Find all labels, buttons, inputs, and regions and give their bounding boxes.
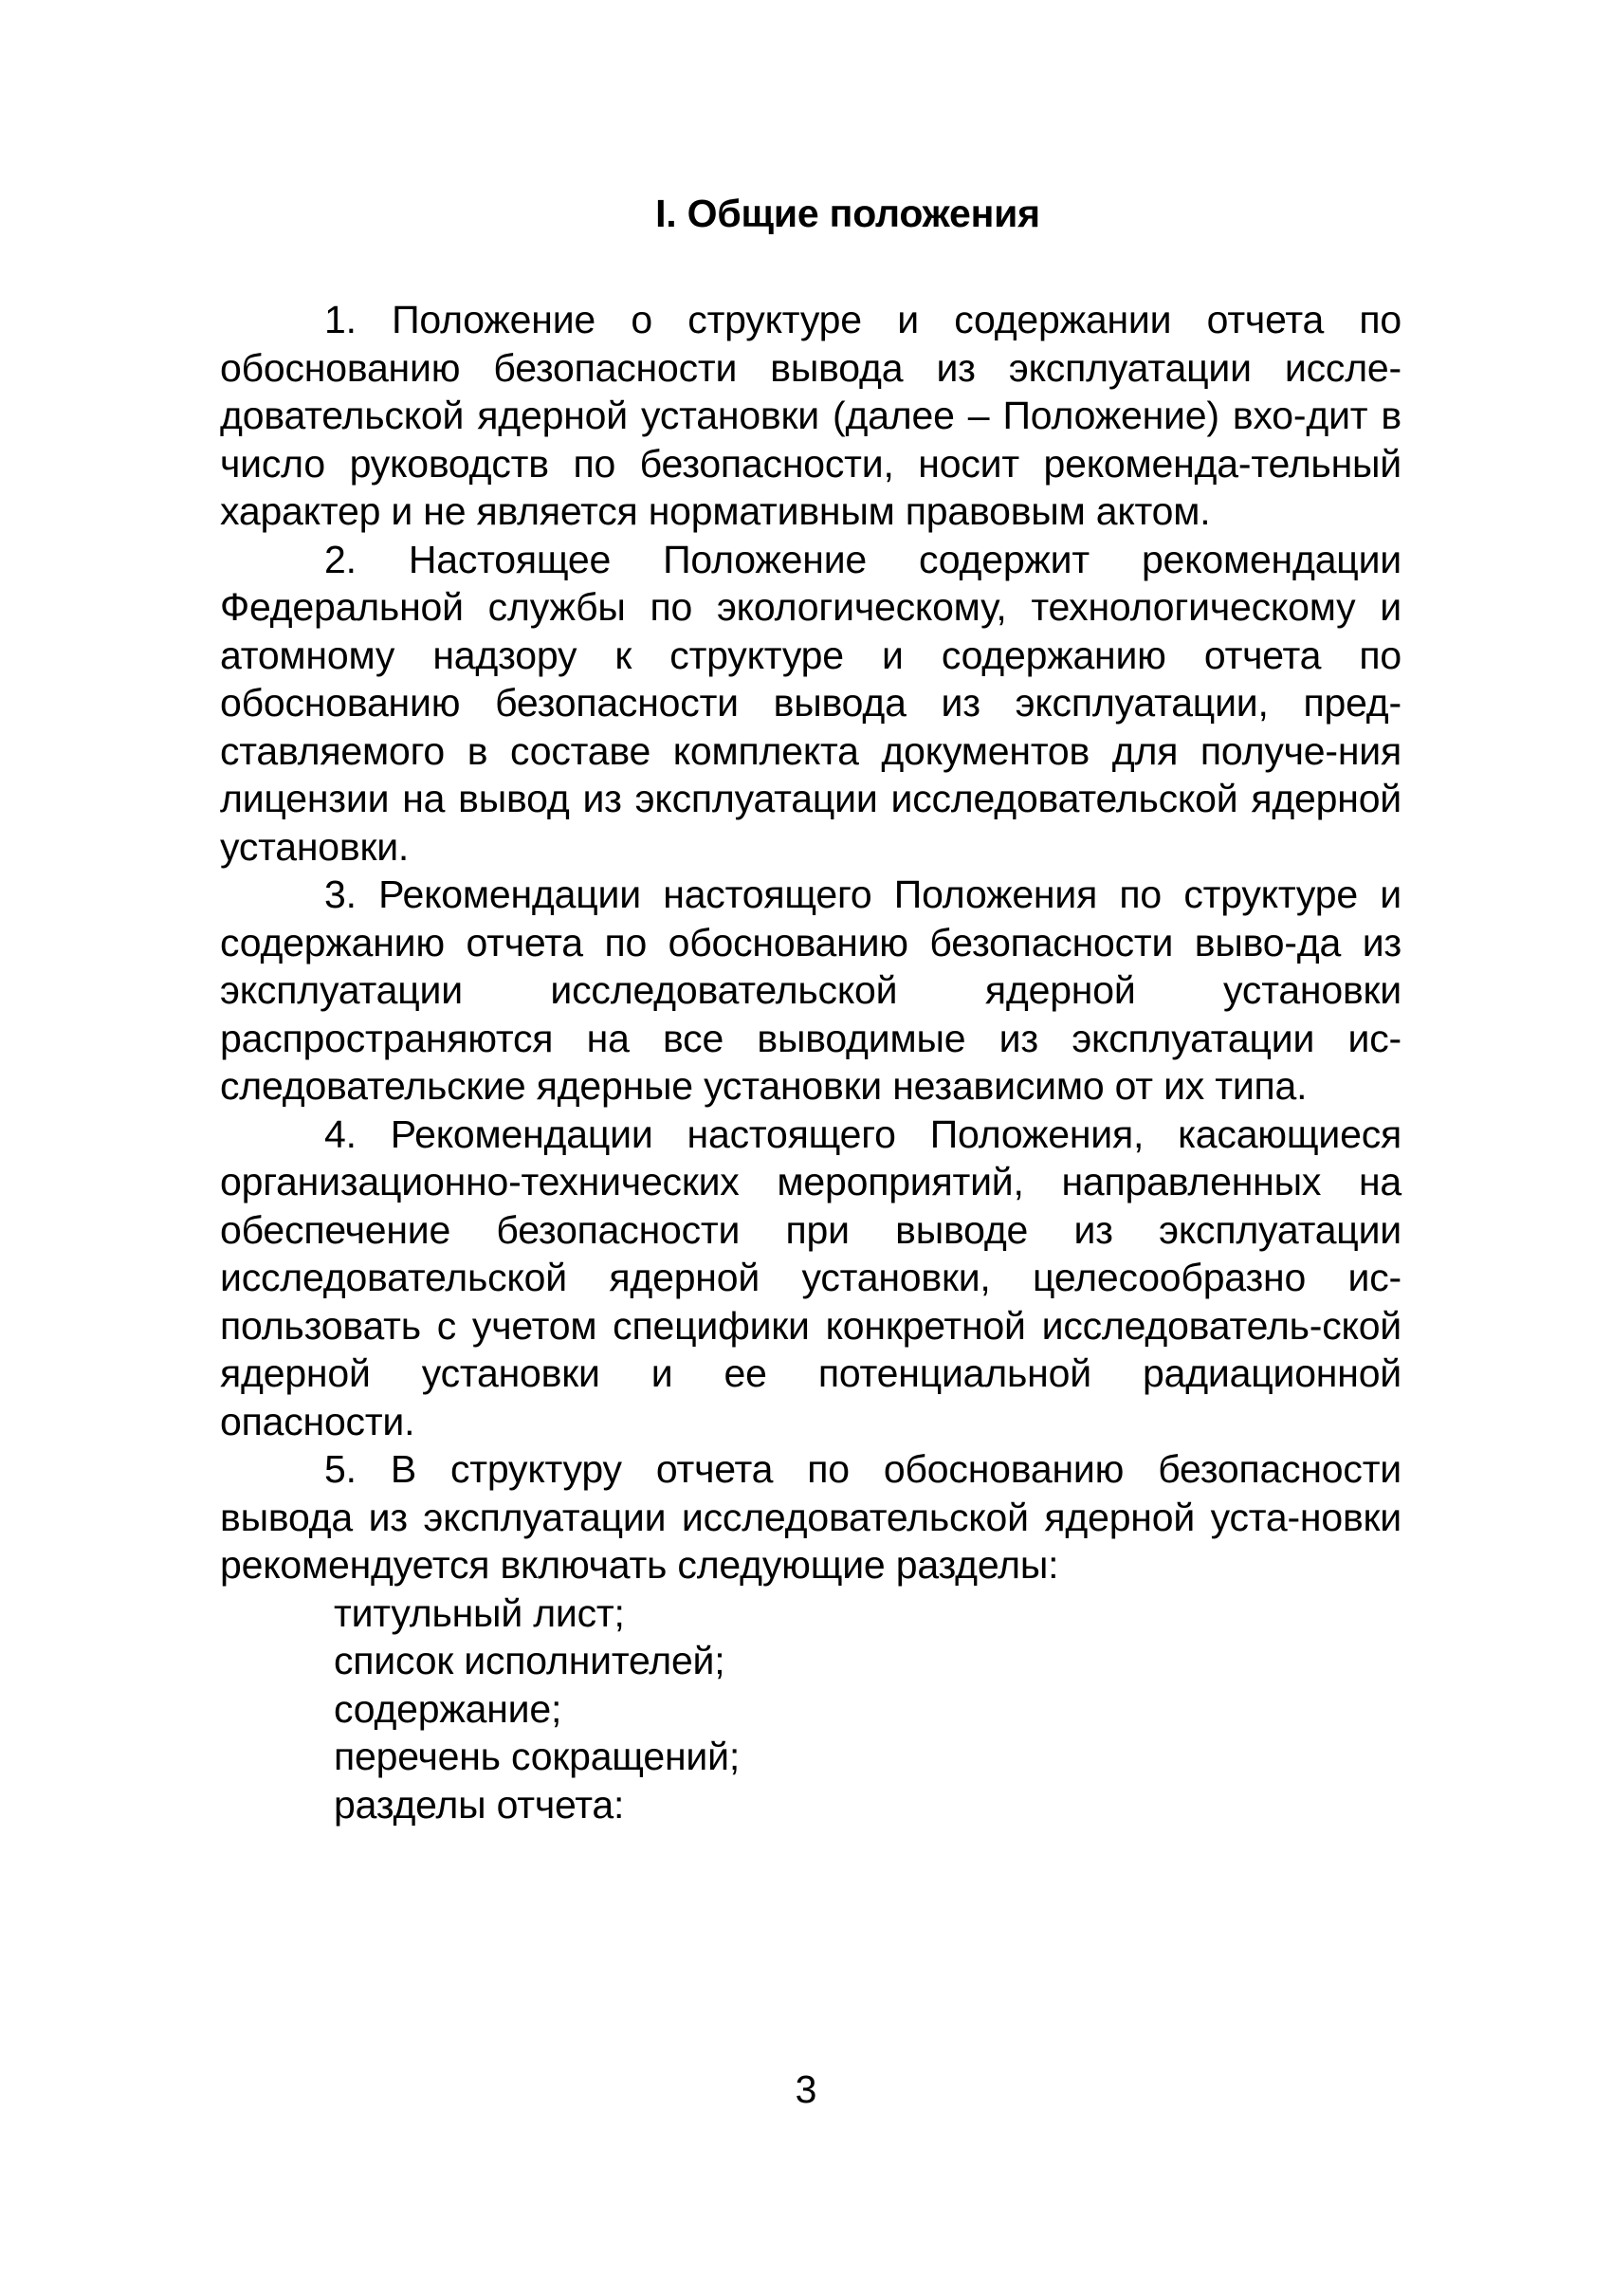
paragraph-3: 3. Рекомендации настоящего Положения по структуре и содержанию отчета по обоснованию безопасности выво-да из эксплуатации исследовательской ядерной установки распространяются на все выводимые из эксплуатации ис-следовательские ядерные установки независимо от их типа. [220,872,1401,1108]
paragraph-5: 5. В структуру отчета по обоснованию безопасности вывода из эксплуатации исследовательской ядерной уста-новки рекомендуется включать следующие разделы: [220,1447,1401,1587]
list-item: список исполнителей; [334,1639,725,1682]
text-block [220,190,1401,1828]
list-item: титульный лист; [334,1590,625,1635]
page-number [0,2066,1612,2113]
list-item: содержание; [334,1686,562,1731]
paragraph-1: 1. Положение о структуре и содержании отчета по обоснованию безопасности вывода из эксплуатации иссле-довательской ядерной установки (далее – Положение) вхо-дит в число руководств по безопасности, носит рекоменда-тельный характер и не является нормативным правовым актом. [220,298,1401,533]
list-item: разделы отчета: [334,1782,625,1827]
paragraph-2: 2. Настоящее Положение содержит рекомендации Федеральной службы по экологическому, технологическому и атомному надзору к структуре и содержанию отчета по обоснованию безопасности вывода из эксплуатации, пред-ставляемого в составе комплекта документов для получе-ния лицензии на вывод из эксплуатации исследовательской ядерной установки. [220,537,1401,869]
section-title: I. Общие положения [655,192,1040,235]
page-number-text: 3 [795,2067,817,2111]
report-sections-list [220,1589,1401,1829]
paragraph-4: 4. Рекомендации настоящего Положения, касающиеся организационно-технических мероприятий, направленных на обеспечение безопасности при выводе из эксплуатации исследовательской ядерной установки, целесообразно ис-пользовать с учетом специфики конкретной исследователь-ской ядерной установки и ее потенциальной радиационной опасности. [220,1111,1401,1443]
list-item: перечень сокращений; [334,1735,741,1778]
